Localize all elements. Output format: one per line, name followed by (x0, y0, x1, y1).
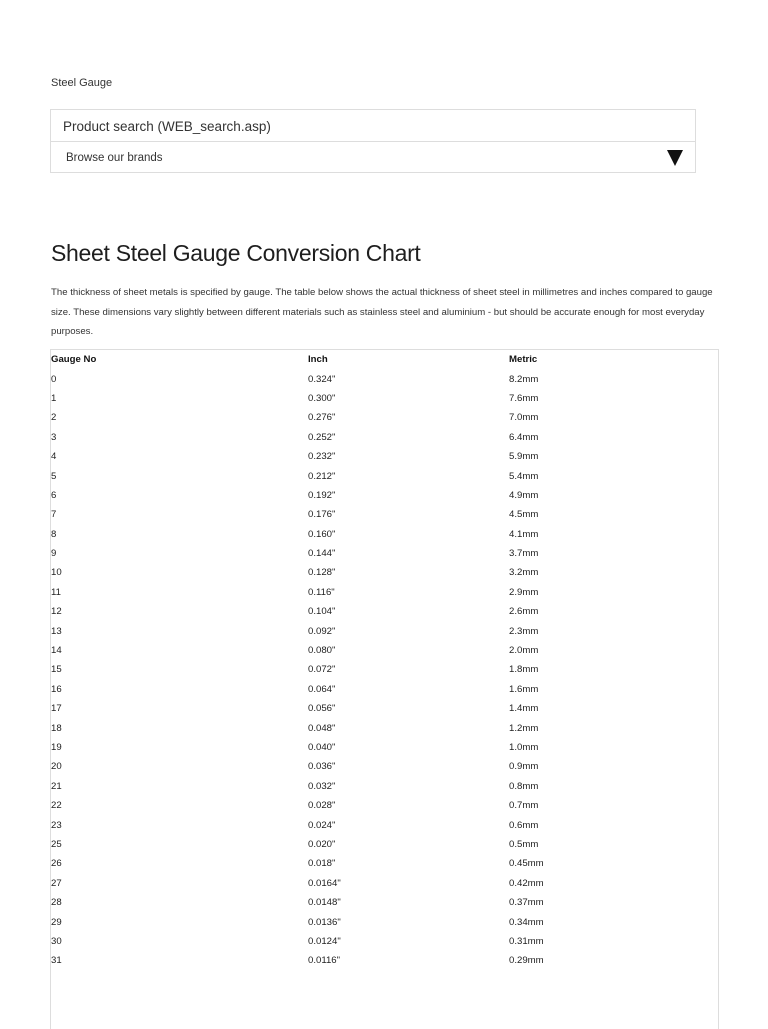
cell-metric: 5.4mm (509, 470, 539, 482)
cell-gauge-no: 30 (51, 935, 62, 947)
cell-metric: 2.6mm (509, 606, 539, 618)
cell-metric: 1.6mm (509, 683, 539, 695)
search-panel (50, 109, 696, 173)
cell-metric: 0.5mm (509, 838, 539, 850)
cell-metric: 0.45mm (509, 858, 544, 870)
table-row (51, 854, 718, 873)
table-row (51, 815, 718, 834)
cell-metric: 6.4mm (509, 431, 539, 443)
cell-metric: 0.29mm (509, 955, 544, 967)
table-row (51, 563, 718, 582)
cell-metric: 2.3mm (509, 625, 539, 637)
table-row (51, 602, 718, 621)
cell-inch: 0.024" (308, 819, 336, 831)
cell-inch: 0.192" (308, 489, 336, 501)
table-row (51, 738, 718, 757)
cell-inch: 0.092" (308, 625, 336, 637)
cell-gauge-no: 19 (51, 742, 62, 753)
cell-inch: 0.072" (308, 664, 336, 676)
cell-metric: 0.37mm (509, 897, 544, 909)
cell-gauge-no: 3 (51, 431, 57, 443)
cell-gauge-no: 0 (51, 373, 57, 385)
browse-brands-dropdown[interactable] (51, 142, 695, 173)
breadcrumb[interactable]: Steel Gauge (51, 77, 113, 89)
cell-inch: 0.176" (308, 509, 336, 521)
cell-gauge-no: 10 (51, 567, 62, 579)
cell-inch: 0.300" (308, 392, 336, 404)
table-row (51, 641, 718, 660)
cell-inch: 0.128" (308, 567, 336, 579)
table-row (51, 699, 718, 718)
cell-metric: 0.6mm (509, 819, 539, 831)
cell-gauge-no: 4 (51, 451, 57, 463)
cell-metric: 1.8mm (509, 664, 539, 676)
cell-inch: 0.040" (308, 742, 336, 753)
cell-gauge-no: 5 (51, 470, 57, 482)
cell-metric: 8.2mm (509, 373, 539, 385)
cell-gauge-no: 31 (51, 955, 62, 967)
cell-metric: 3.2mm (509, 567, 539, 579)
cell-gauge-no: 20 (51, 761, 62, 773)
cell-inch: 0.020" (308, 838, 336, 850)
product-search-link[interactable] (51, 110, 695, 142)
gauge-table-container (50, 349, 719, 1029)
table-row (51, 466, 718, 485)
cell-gauge-no: 7 (51, 509, 57, 521)
header-inch: Inch (308, 354, 328, 366)
cell-metric: 0.42mm (509, 877, 544, 889)
table-row (51, 525, 718, 544)
cell-gauge-no: 6 (51, 489, 57, 501)
cell-inch: 0.080" (308, 645, 336, 657)
cell-inch: 0.036" (308, 761, 336, 773)
table-row (51, 583, 718, 602)
table-row (51, 757, 718, 776)
cell-gauge-no: 2 (51, 412, 57, 424)
cell-gauge-no: 17 (51, 703, 62, 715)
header-metric: Metric (509, 354, 538, 366)
cell-inch: 0.0164" (308, 877, 341, 889)
table-row (51, 428, 718, 447)
cell-inch: 0.324" (308, 373, 336, 385)
table-row (51, 718, 718, 737)
table-row (51, 951, 718, 970)
table-body (51, 369, 718, 970)
table-row (51, 932, 718, 951)
cell-gauge-no: 21 (51, 780, 62, 792)
table-row (51, 369, 718, 388)
cell-gauge-no: 12 (51, 606, 62, 618)
cell-inch: 0.032" (308, 780, 336, 792)
cell-gauge-no: 22 (51, 800, 62, 812)
cell-metric: 3.7mm (509, 548, 539, 560)
cell-metric: 4.9mm (509, 489, 539, 501)
cell-inch: 0.116" (308, 586, 335, 598)
cell-gauge-no: 27 (51, 877, 62, 889)
table-row (51, 680, 718, 699)
table-row (51, 389, 718, 408)
cell-inch: 0.064" (308, 683, 336, 695)
table-row (51, 796, 718, 815)
cell-gauge-no: 26 (51, 858, 62, 870)
cell-gauge-no: 9 (51, 548, 57, 560)
table-header-row (51, 350, 718, 369)
cell-metric: 1.0mm (509, 742, 539, 753)
cell-gauge-no: 25 (51, 838, 62, 850)
cell-gauge-no: 18 (51, 722, 62, 734)
cell-gauge-no: 16 (51, 683, 62, 695)
cell-gauge-no: 8 (51, 528, 57, 540)
table-row (51, 660, 718, 679)
header-gauge-no: Gauge No (51, 354, 97, 366)
cell-metric: 1.2mm (509, 722, 539, 734)
cell-metric: 5.9mm (509, 451, 539, 463)
table-row (51, 912, 718, 931)
table-row (51, 835, 718, 854)
cell-metric: 4.1mm (509, 528, 539, 540)
cell-inch: 0.212" (308, 470, 336, 482)
cell-gauge-no: 29 (51, 916, 62, 928)
table-row (51, 486, 718, 505)
cell-inch: 0.048" (308, 722, 336, 734)
table-row (51, 874, 718, 893)
intro-paragraph: The thickness of sheet metals is specified by gauge. The table below shows the actual thickness of sheet steel in millimetres and inches compared to gauge size. These dimensions vary slightly between different materials such as stainless steel and aluminium - but should be accurate enough for most everyday purposes. (51, 287, 713, 337)
gauge-table (51, 350, 718, 971)
cell-inch: 0.028" (308, 800, 336, 812)
cell-inch: 0.160" (308, 528, 336, 540)
cell-inch: 0.0124" (308, 935, 341, 947)
cell-metric: 2.0mm (509, 645, 539, 657)
table-row (51, 621, 718, 640)
table-row (51, 447, 718, 466)
cell-metric: 0.34mm (509, 916, 544, 928)
cell-gauge-no: 14 (51, 645, 62, 657)
table-row (51, 893, 718, 912)
cell-metric: 0.8mm (509, 780, 539, 792)
table-row (51, 777, 718, 796)
cell-gauge-no: 15 (51, 664, 62, 676)
cell-metric: 1.4mm (509, 703, 539, 715)
browse-brands-label: Browse our brands (66, 152, 163, 164)
cell-metric: 4.5mm (509, 509, 539, 521)
cell-metric: 0.7mm (509, 800, 539, 812)
cell-inch: 0.276" (308, 412, 336, 424)
cell-inch: 0.0136" (308, 916, 341, 928)
cell-inch: 0.018" (308, 858, 336, 870)
cell-gauge-no: 23 (51, 819, 62, 831)
triangle-down-icon[interactable] (667, 150, 683, 166)
cell-inch: 0.0148" (308, 897, 341, 909)
cell-inch: 0.104" (308, 606, 336, 618)
cell-gauge-no: 11 (51, 586, 61, 598)
table-row (51, 544, 718, 563)
cell-inch: 0.0116" (308, 955, 341, 967)
cell-inch: 0.144" (308, 548, 336, 560)
table-row (51, 408, 718, 427)
table-row (51, 505, 718, 524)
cell-metric: 0.9mm (509, 761, 539, 773)
cell-inch: 0.056" (308, 703, 336, 715)
product-search-label: Product search (WEB_search.asp) (63, 119, 271, 134)
cell-metric: 2.9mm (509, 586, 539, 598)
cell-metric: 0.31mm (509, 935, 544, 947)
cell-inch: 0.232" (308, 451, 336, 463)
cell-metric: 7.0mm (509, 412, 539, 424)
cell-metric: 7.6mm (509, 392, 539, 404)
cell-inch: 0.252" (308, 431, 336, 443)
cell-gauge-no: 28 (51, 897, 62, 909)
page-title: Sheet Steel Gauge Conversion Chart (51, 240, 421, 266)
cell-gauge-no: 13 (51, 625, 62, 637)
cell-gauge-no: 1 (51, 392, 57, 404)
